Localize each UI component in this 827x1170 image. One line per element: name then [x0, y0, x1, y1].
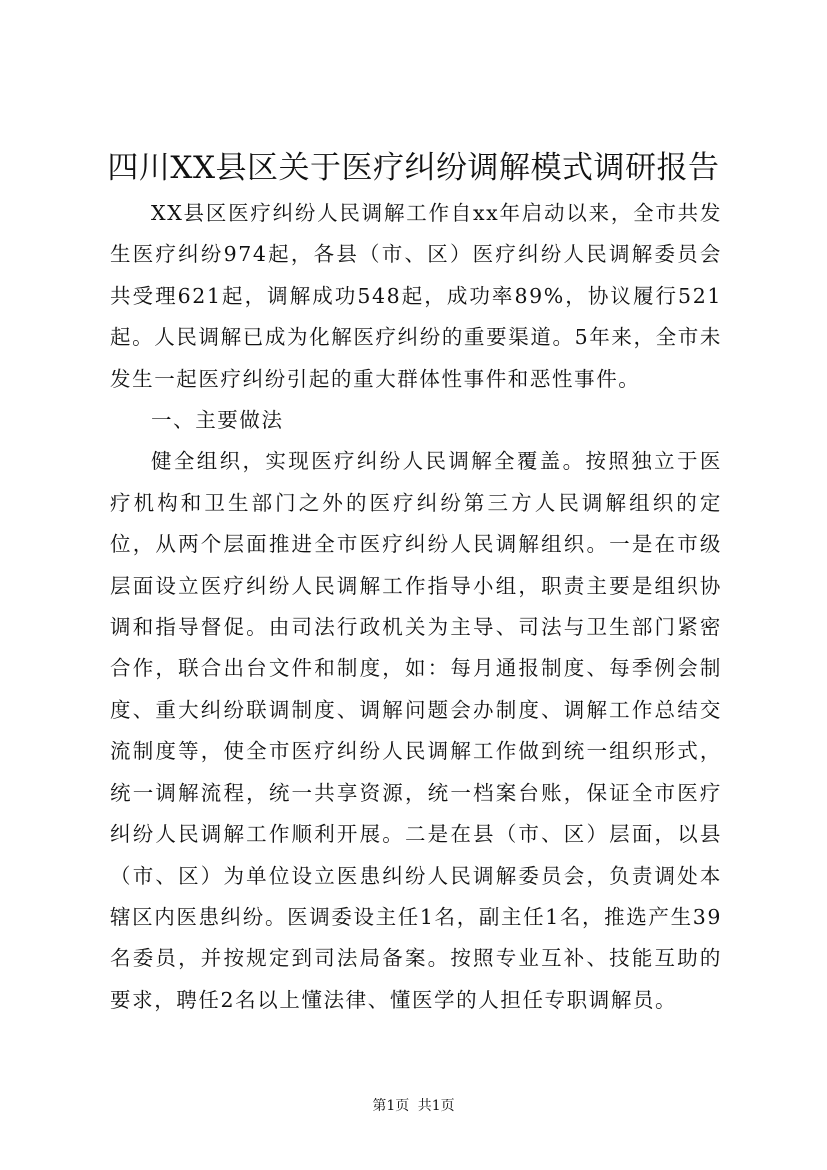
page-footer [0, 1096, 827, 1116]
intro-paragraph: XX县区医疗纠纷人民调解工作自xx年启动以来，全市共发生医疗纠纷974起，各县（市、区）医疗纠纷人民调解委员会共受理621起，调解成功548起，成功率89%，协议履行521起。人民调解已成为化解医疗纠纷的重要渠道。5年来，全市未发生一起医疗纠纷引起的重大群体性事件和恶性事件。 [110, 201, 722, 391]
section-paragraph: 健全组织，实现医疗纠纷人民调解全覆盖。按照独立于医疗机构和卫生部门之外的医疗纠纷第三方人民调解组织的定位，从两个层面推进全市医疗纠纷人民调解组织。一是在市级层面设立医疗纠纷人民调解工作指导小组，职责主要是组织协调和指导督促。由司法行政机关为主导、司法与卫生部门紧密合作，联合出台文件和制度，如：每月通报制度、每季例会制度、重大纠纷联调制度、调解问题会办制度、调解工作总结交流制度等，使全市医疗纠纷人民调解工作做到统一组织形式，统一调解流程，统一共享资源，统一档案台账，保证全市医疗纠纷人民调解工作顺利开展。二是在县（市、区）层面，以县（市、区）为单位设立医患纠纷人民调解委员会，负责调处本辖区内医患纠纷。医调委设主任1名，副主任1名，推选产生39名委员，并按规定到司法局备案。按照专业互补、技能互助的要求，聘任2名以上懂法律、懂医学的人担任专职调解员。 [110, 449, 722, 1012]
page-total: 共1页 [417, 1098, 455, 1114]
section-heading: 一、主要做法 [151, 408, 284, 433]
page-number: 第1页 [372, 1098, 410, 1114]
document-title: 四川XX县区关于医疗纠纷调解模式调研报告 [107, 150, 720, 186]
document-body [110, 193, 722, 1021]
